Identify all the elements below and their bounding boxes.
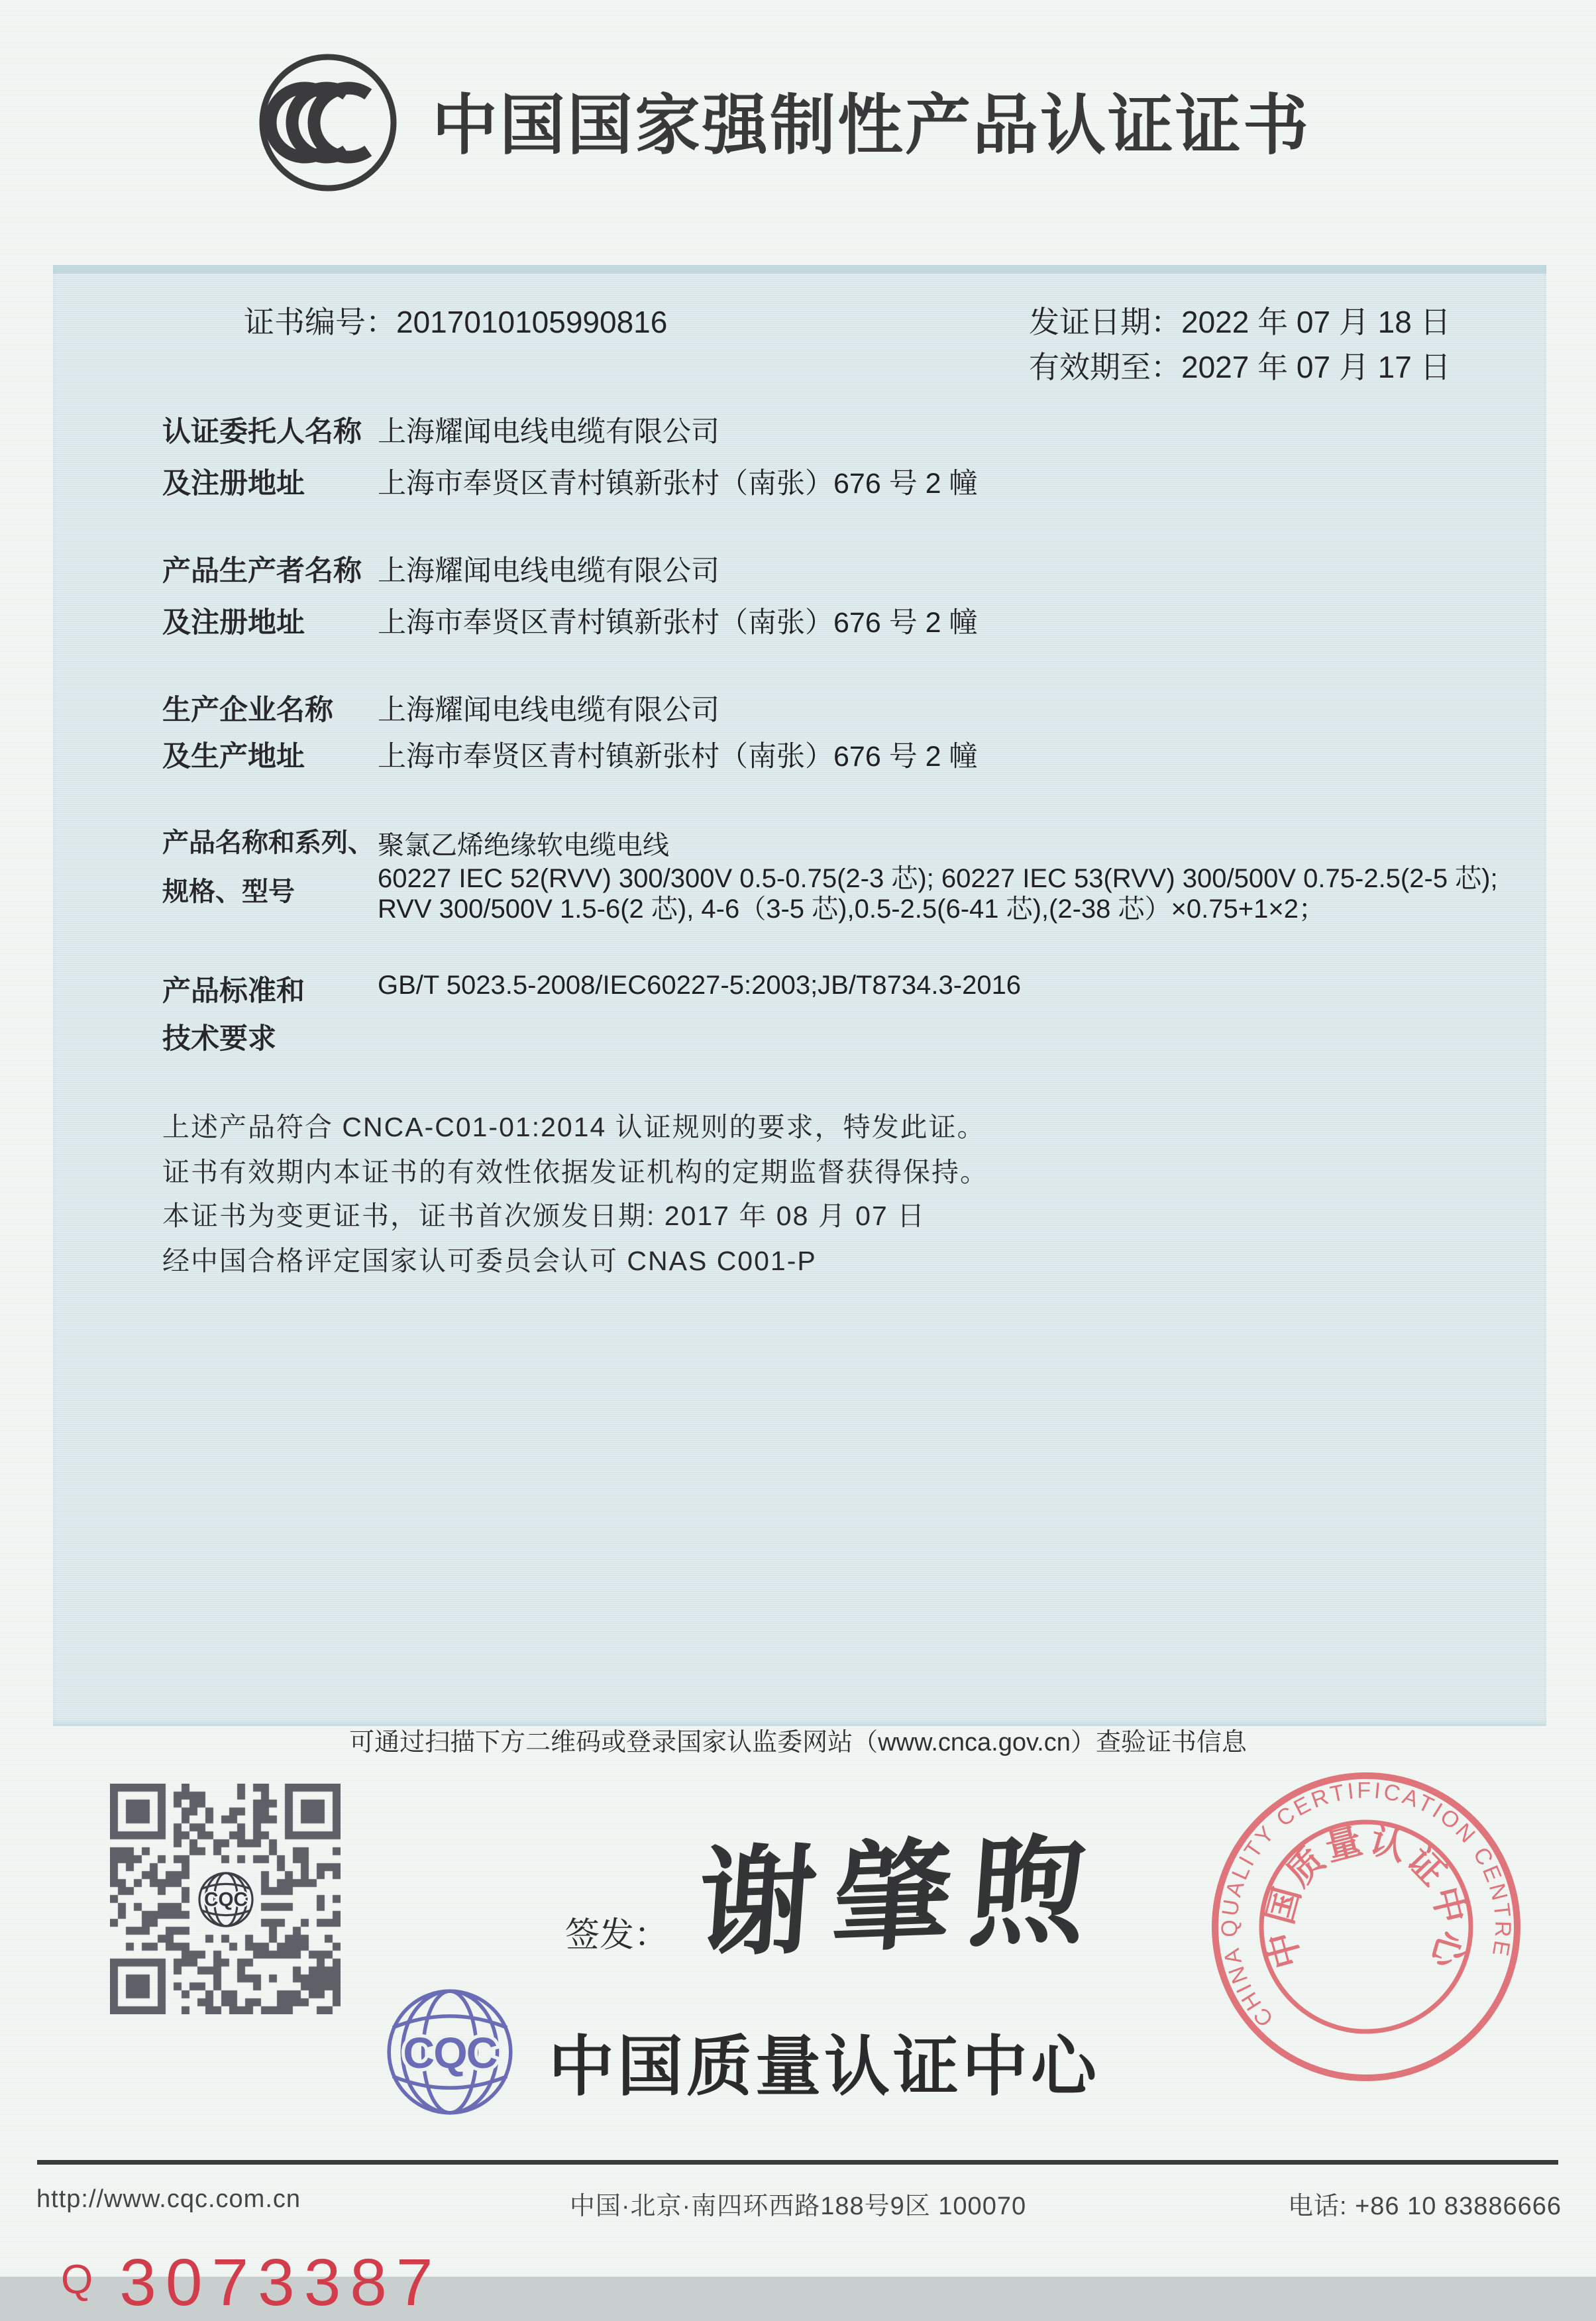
product-models-line1: 60227 IEC 52(RVV) 300/300V 0.5-0.75(2-3 芯); 60227 IEC 53(RVV) 300/500V 0.75-2.5(2-5 芯); bbox=[378, 864, 1498, 893]
factory-addr-value: 上海市奉贤区青村镇新张村（南张）676 号 2 幢 bbox=[378, 741, 978, 773]
cert-number-value: 2017010105990816 bbox=[396, 305, 668, 339]
expiry-date-value: 2027 年 07 月 17 日 bbox=[1181, 350, 1451, 384]
cqc-logo-icon bbox=[383, 1985, 517, 2119]
product-label-line1: 产品名称和系列、 bbox=[162, 828, 374, 857]
sign-label: 签发： bbox=[565, 1916, 669, 1955]
verify-note: 可通过扫描下方二维码或登录国家认监委网站（www.cnca.gov.cn）查验证书信息 bbox=[349, 1729, 1247, 1756]
cert-number-line bbox=[244, 298, 667, 342]
factory-name-label: 生产企业名称 bbox=[162, 694, 333, 726]
footer-phone: 电话: +86 10 83886666 bbox=[1287, 2192, 1562, 2220]
standard-value: GB/T 5023.5-2008/IEC60227-5:2003;JB/T8734.3-2016 bbox=[378, 971, 1022, 1000]
certificate-title: 中国国家强制性产品认证证书 bbox=[432, 88, 1310, 162]
standard-label-line2: 技术要求 bbox=[162, 1023, 276, 1055]
producer-name-value: 上海耀闻电线电缆有限公司 bbox=[378, 555, 719, 587]
footer-url: http://www.cqc.com.cn bbox=[36, 2185, 301, 2213]
issue-date-value: 2022 年 07 月 18 日 bbox=[1181, 305, 1451, 339]
applicant-name-label: 认证委托人名称 bbox=[162, 416, 362, 448]
signature-handwriting: 谢肇煦 bbox=[694, 1824, 1108, 1971]
standard-label-line1: 产品标准和 bbox=[162, 975, 305, 1007]
expiry-date-label: 有效期至： bbox=[1029, 350, 1181, 384]
svg-text:中国质量认证中心 bbox=[1260, 1820, 1472, 1974]
expiry-date-line bbox=[1029, 343, 1451, 387]
producer-addr-value: 上海市奉贤区青村镇新张村（南张）676 号 2 幢 bbox=[378, 607, 978, 639]
cqc-logo-text: CQC bbox=[403, 2028, 497, 2078]
producer-name-label: 产品生产者名称 bbox=[162, 555, 362, 587]
product-name-line: 聚氯乙烯绝缘软电缆电线 bbox=[378, 831, 669, 860]
qr-logo-text: CQC bbox=[204, 1888, 248, 1911]
cert-number-label: 证书编号： bbox=[244, 305, 396, 339]
product-models-line2: RVV 300/500V 1.5-6(2 芯), 4-6（3-5 芯),0.5-2.5(6-41 芯),(2-38 芯）×0.75+1×2； bbox=[378, 894, 1325, 924]
statement-cnas: 经中国合格评定国家认可委员会认可 CNAS C001-P bbox=[162, 1246, 817, 1276]
stamp-ring-text: CHINA QUALITY CERTIFICATION CENTRE bbox=[1217, 1778, 1516, 2031]
serial-prefix: Q bbox=[61, 2257, 120, 2302]
red-seal-stamp bbox=[1207, 1768, 1525, 2086]
serial-number bbox=[61, 2245, 443, 2321]
stamp-inner-text: 中国质量认证中心 bbox=[1259, 1820, 1473, 1975]
issuer-name: 中国质量认证中心 bbox=[549, 2029, 1100, 2103]
statement-validity: 证书有效期内本证书的有效性依据发证机构的定期监督获得保持。 bbox=[162, 1157, 988, 1187]
applicant-addr-value: 上海市奉贤区青村镇新张村（南张）676 号 2 幢 bbox=[378, 468, 978, 500]
qr-center-logo bbox=[195, 1868, 257, 1931]
issue-date-line bbox=[1029, 298, 1451, 342]
producer-addr-label: 及注册地址 bbox=[162, 607, 305, 639]
ccc-mark-icon bbox=[255, 50, 401, 195]
serial-digits: 3073387 bbox=[119, 2245, 443, 2320]
issue-date-label: 发证日期： bbox=[1029, 305, 1181, 339]
footer-address: 中国·北京·南四环西路188号9区 100070 bbox=[569, 2192, 1027, 2220]
cqc-globe-icon bbox=[197, 1870, 255, 1929]
applicant-addr-label: 及注册地址 bbox=[162, 468, 305, 500]
statement-compliance: 上述产品符合 CNCA-C01-01:2014 认证规则的要求，特发此证。 bbox=[162, 1112, 986, 1142]
factory-addr-label: 及生产地址 bbox=[162, 741, 305, 773]
factory-name-value: 上海耀闻电线电缆有限公司 bbox=[378, 694, 719, 726]
footer-divider bbox=[37, 2160, 1558, 2165]
applicant-name-value: 上海耀闻电线电缆有限公司 bbox=[378, 416, 719, 448]
product-label-line2: 规格、型号 bbox=[162, 877, 295, 906]
statement-change: 本证书为变更证书，证书首次颁发日期: 2017 年 08 月 07 日 bbox=[162, 1201, 926, 1231]
